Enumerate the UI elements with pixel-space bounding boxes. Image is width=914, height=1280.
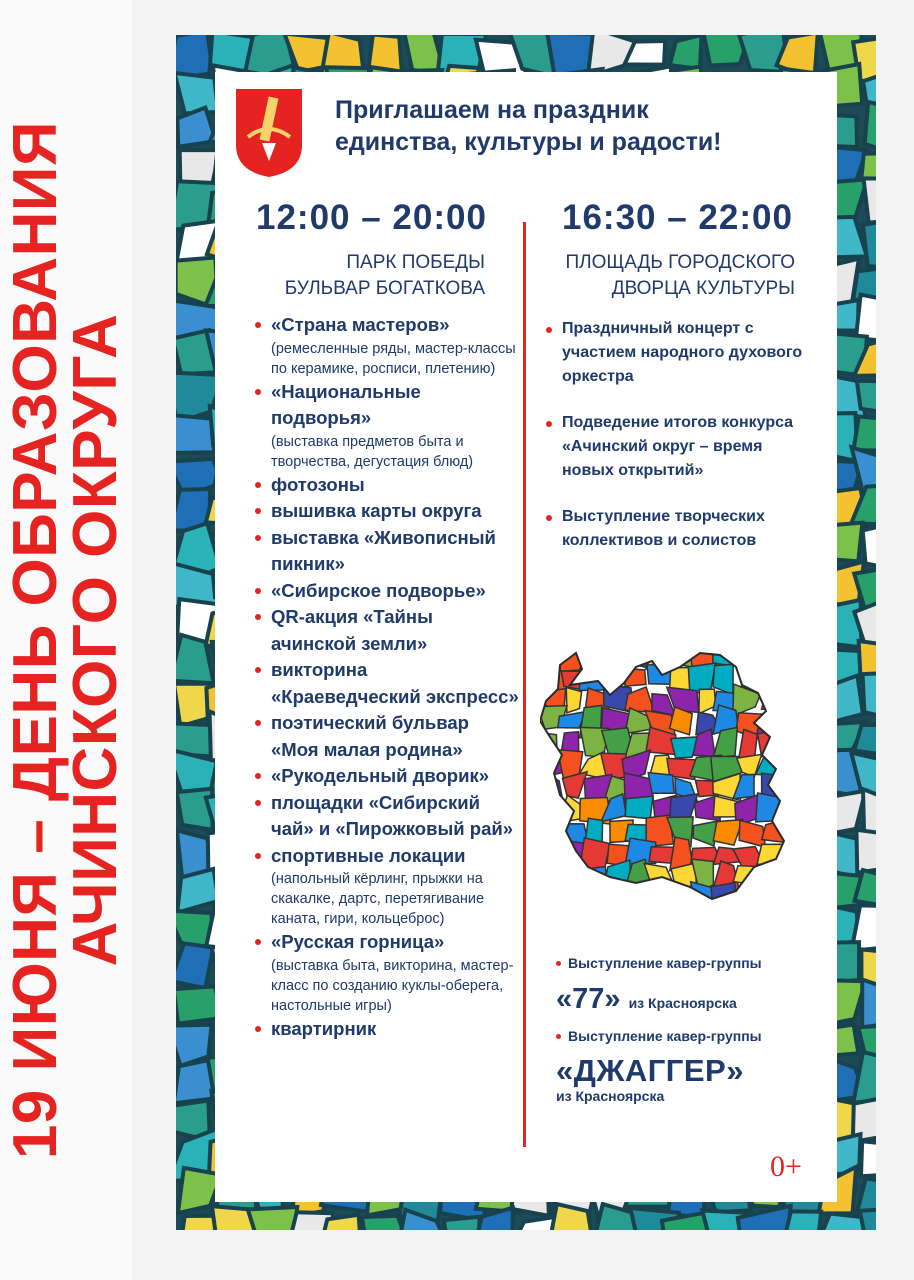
item-note: (выставка быта, викторина, мастер-класс по созданию куклы-оберега, настольные игры): [271, 957, 514, 1014]
list-item: [255, 929, 520, 1016]
district-map-mosaic: [540, 645, 802, 905]
age-rating: 0+: [770, 1150, 802, 1183]
item-title: «Русская горница»: [271, 931, 445, 952]
right-program-list: [546, 317, 816, 553]
list-item: фотозоны: [255, 472, 520, 499]
cover-bands-block: [556, 955, 826, 1104]
left-time: 12:00 – 20:00: [256, 198, 487, 237]
item-note: (выставка предметов быта и творчества, дегустация блюд): [271, 433, 474, 470]
item-note: (ремесленные ряды, мастер-классы по керамике, росписи, плетению): [271, 340, 516, 377]
invitation-heading: [335, 94, 825, 158]
list-item: «Сибирское подворье»: [255, 578, 520, 605]
list-item: квартирник: [255, 1016, 520, 1043]
column-divider: [523, 222, 526, 1147]
list-item: выставка «Живописный пикник»: [255, 525, 520, 578]
side-title: [1, 20, 130, 1260]
item-note: (напольный кёрлинг, прыжки на скакалке, дартс, перетягивание каната, гири, кольцеброс): [271, 871, 485, 927]
left-place-line1: ПАРК ПОБЕДЫ: [346, 252, 485, 273]
list-item: площадки «Сибирский чай» и «Пирожковый рай»: [255, 790, 520, 843]
list-item: вышивка карты округа: [255, 498, 520, 525]
left-program-list: [255, 312, 520, 1042]
list-item: поэтический бульвар «Моя малая родина»: [255, 710, 520, 763]
list-item: Праздничный концерт с участием народного духового оркестра: [546, 317, 816, 389]
side-title-line1: 19 ИЮНЯ – ДЕНЬ ОБРАЗОВАНИЯ: [1, 120, 70, 1160]
list-item: [255, 843, 520, 930]
list-item: Подведение итогов конкурса «Ачинский округ – время новых открытий»: [546, 411, 816, 483]
coat-of-arms-icon: [234, 87, 304, 179]
item-title: «Национальные подворья»: [271, 380, 421, 428]
invitation-line2: единства, культуры и радости!: [335, 128, 722, 156]
band-jagger-name: «ДЖАГГЕР»: [556, 1053, 744, 1088]
right-place-line1: ПЛОЩАДЬ ГОРОДСКОГО: [565, 252, 795, 273]
left-place: [260, 250, 485, 302]
right-place: [545, 250, 795, 302]
left-place-line2: БУЛЬВАР БОГАТКОВА: [284, 278, 485, 299]
cover-intro-1: Выступление кавер-группы: [556, 955, 826, 971]
item-title: спортивные локации: [271, 844, 466, 866]
list-item: QR-акция «Тайны ачинской земли»: [255, 604, 520, 657]
band-77: [556, 983, 826, 1016]
list-item: викторина «Краеведческий экспресс»: [255, 657, 520, 710]
list-item: [255, 312, 520, 379]
band-jagger-city: из Красноярска: [556, 1088, 665, 1104]
list-item: [255, 379, 520, 472]
side-title-line2: АЧИНСКОГО ОКРУГА: [61, 313, 130, 967]
right-time: 16:30 – 22:00: [562, 198, 793, 237]
cover-intro-2: Выступление кавер-группы: [556, 1028, 826, 1044]
list-item: «Рукодельный дворик»: [255, 763, 520, 790]
invitation-line1: Приглашаем на праздник: [335, 96, 649, 124]
band-77-city: из Красноярска: [628, 995, 737, 1011]
right-place-line2: ДВОРЦА КУЛЬТУРЫ: [611, 278, 795, 299]
band-77-name: «77»: [556, 983, 621, 1015]
item-title: «Страна мастеров»: [271, 314, 450, 335]
list-item: Выступление творческих коллективов и солистов: [546, 505, 816, 553]
